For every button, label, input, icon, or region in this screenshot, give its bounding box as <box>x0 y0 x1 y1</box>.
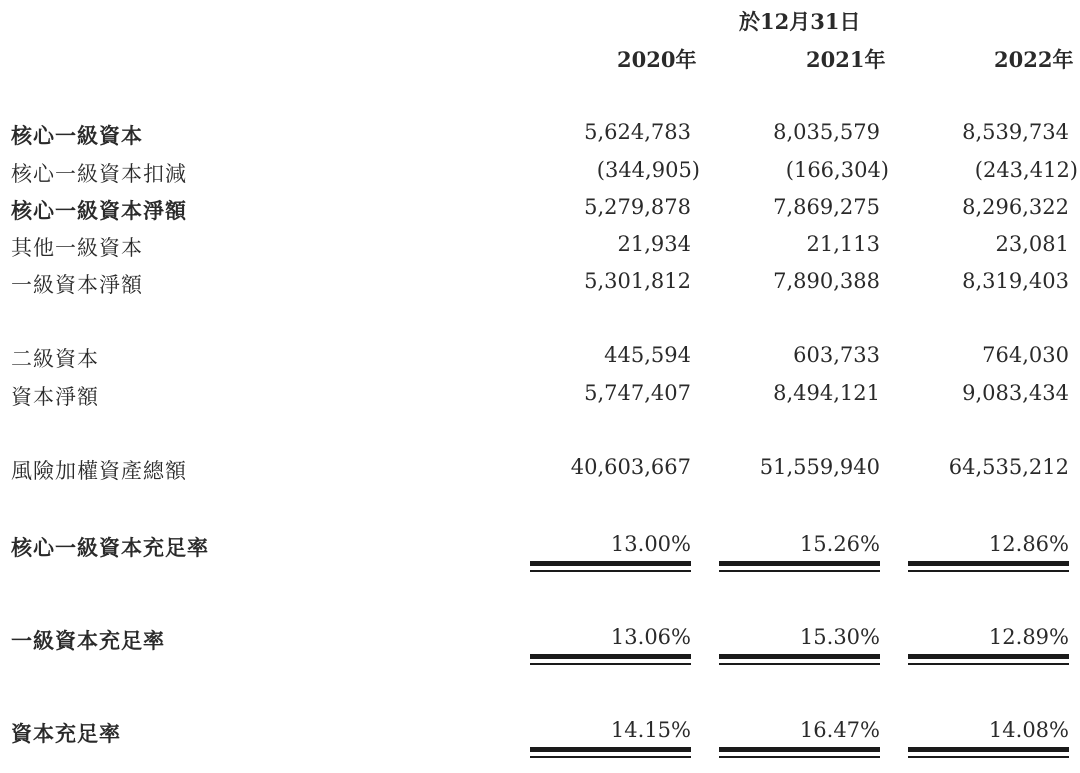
row-label: 核心一級資本淨額 <box>11 198 187 223</box>
cell-2022: 8,539,734 <box>962 120 1069 144</box>
year-header-2020: 2020年 <box>617 47 697 72</box>
cell-2022: 9,083,434 <box>962 381 1069 405</box>
cell-2022: 8,296,322 <box>962 195 1069 219</box>
cell-2022: 23,081 <box>995 232 1069 256</box>
cell-2020: 5,624,783 <box>584 120 691 144</box>
cell-2020: 5,747,407 <box>584 381 691 405</box>
cell-2021: 8,035,579 <box>773 120 880 144</box>
cell-2022: (243,412) <box>974 158 1078 182</box>
year-header-2022: 2022年 <box>994 47 1074 72</box>
double-underline <box>530 654 691 665</box>
year-header-2021: 2021年 <box>806 47 886 72</box>
cell-2020: 13.06% <box>610 625 691 649</box>
row-label: 一級資本充足率 <box>11 628 165 653</box>
cell-2021: 603,733 <box>793 343 880 367</box>
double-underline <box>719 654 880 665</box>
cell-2021: (166,304) <box>785 158 889 182</box>
cell-2020: 445,594 <box>604 343 691 367</box>
double-underline <box>530 561 691 572</box>
double-underline <box>719 561 880 572</box>
cell-2021: 16.47% <box>799 718 880 742</box>
double-underline <box>908 561 1069 572</box>
row-label: 資本充足率 <box>11 721 121 746</box>
cell-2020: (344,905) <box>596 158 700 182</box>
row-label: 核心一級資本充足率 <box>11 535 209 560</box>
row-label: 風險加權資產總額 <box>11 459 187 483</box>
cell-2020: 40,603,667 <box>570 455 691 479</box>
cell-2021: 7,869,275 <box>773 195 880 219</box>
cell-2020: 5,301,812 <box>584 269 691 293</box>
double-underline <box>908 747 1069 758</box>
cell-2020: 14.15% <box>610 718 691 742</box>
double-underline <box>908 654 1069 665</box>
cell-2022: 12.89% <box>988 625 1069 649</box>
cell-2021: 21,113 <box>806 232 880 256</box>
cell-2021: 15.26% <box>799 532 880 556</box>
cell-2022: 64,535,212 <box>948 455 1069 479</box>
cell-2021: 7,890,388 <box>773 269 880 293</box>
row-label: 核心一級資本 <box>11 123 143 148</box>
cell-2022: 764,030 <box>982 343 1069 367</box>
row-label: 一級資本淨額 <box>11 273 143 297</box>
period-header: 於12月31日 <box>739 9 861 34</box>
cell-2022: 8,319,403 <box>962 269 1069 293</box>
cell-2021: 15.30% <box>799 625 880 649</box>
row-label: 其他一級資本 <box>11 236 143 260</box>
cell-2021: 51,559,940 <box>759 455 880 479</box>
cell-2022: 14.08% <box>988 718 1069 742</box>
cell-2020: 21,934 <box>617 232 691 256</box>
row-label: 資本淨額 <box>11 385 99 409</box>
cell-2022: 12.86% <box>988 532 1069 556</box>
cell-2021: 8,494,121 <box>773 381 880 405</box>
double-underline <box>530 747 691 758</box>
double-underline <box>719 747 880 758</box>
cell-2020: 5,279,878 <box>584 195 691 219</box>
row-label: 二級資本 <box>11 347 99 371</box>
row-label: 核心一級資本扣減 <box>11 162 187 186</box>
cell-2020: 13.00% <box>610 532 691 556</box>
